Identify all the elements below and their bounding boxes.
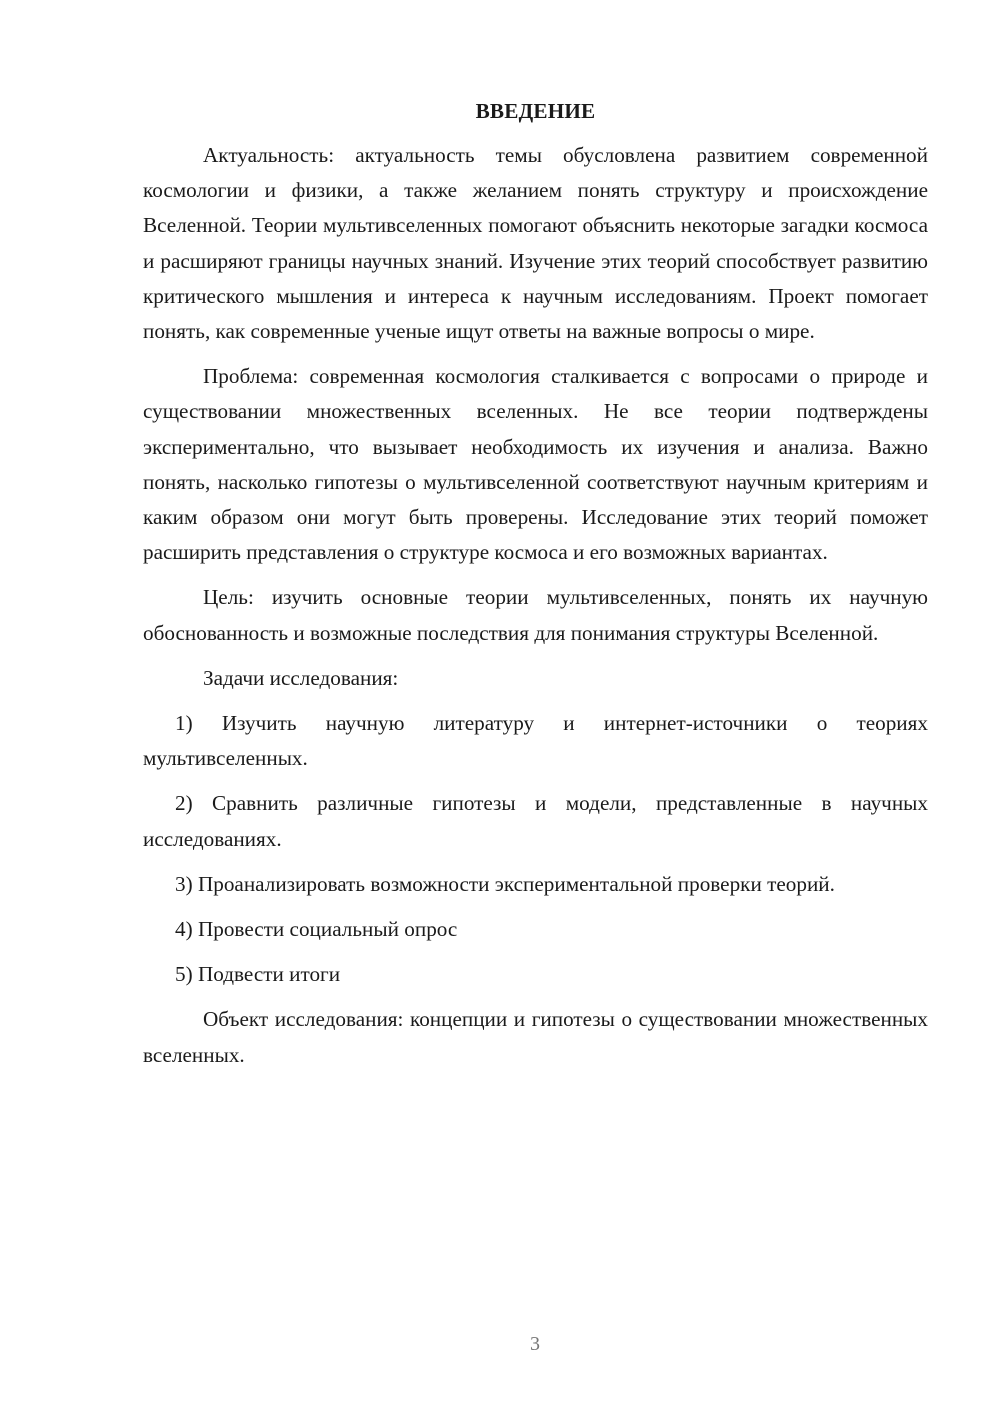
document-body bbox=[143, 96, 928, 1083]
task-item-3: 3) Проанализировать возможности экспериментальной проверки теорий. bbox=[175, 871, 835, 896]
task-item-2: 2) Сравнить различные гипотезы и модели, представленные в научных исследованиях. bbox=[143, 791, 928, 851]
relevance-paragraph: Актуальность: актуальность темы обусловлена развитием современной космологии и физики, а также желанием понять структуру и происхождение Вселенной. Теории мультивселенных помогают объяснить некоторые загадки космоса и расширяют границы научных знаний. Изучение этих теорий способствует развитию критического мышления и интереса к научным исследованиям. Проект помогает понять, как современные ученые ищут ответы на важные вопросы о мире. bbox=[143, 143, 928, 344]
problem-paragraph: Проблема: современная космология сталкивается с вопросами о природе и существовании множественных вселенных. Не все теории подтверждены экспериментально, что вызывает необходимость их изучения и анализа. Важно понять, насколько гипотезы о мультивселенной соответствуют научным критериям и каким образом они могут быть проверены. Исследование этих теорий поможет расширить представления о структуре космоса и его возможных вариантах. bbox=[143, 364, 928, 565]
tasks-heading: Задачи исследования: bbox=[203, 665, 399, 690]
goal-paragraph: Цель: изучить основные теории мультивселенных, понять их научную обоснованность и возможные последствия для понимания структуры Вселенной. bbox=[143, 585, 928, 645]
task-item-4: 4) Провести социальный опрос bbox=[175, 917, 458, 942]
object-paragraph: Объект исследования: концепции и гипотезы о существовании множественных вселенных. bbox=[143, 1007, 928, 1067]
task-item-5: 5) Подвести итоги bbox=[175, 962, 341, 987]
page-title: ВВЕДЕНИЕ bbox=[475, 99, 596, 123]
task-item-1: 1) Изучить научную литературу и интернет-источники о теориях мультивселенных. bbox=[143, 711, 928, 771]
page-number: 3 bbox=[530, 1333, 540, 1355]
